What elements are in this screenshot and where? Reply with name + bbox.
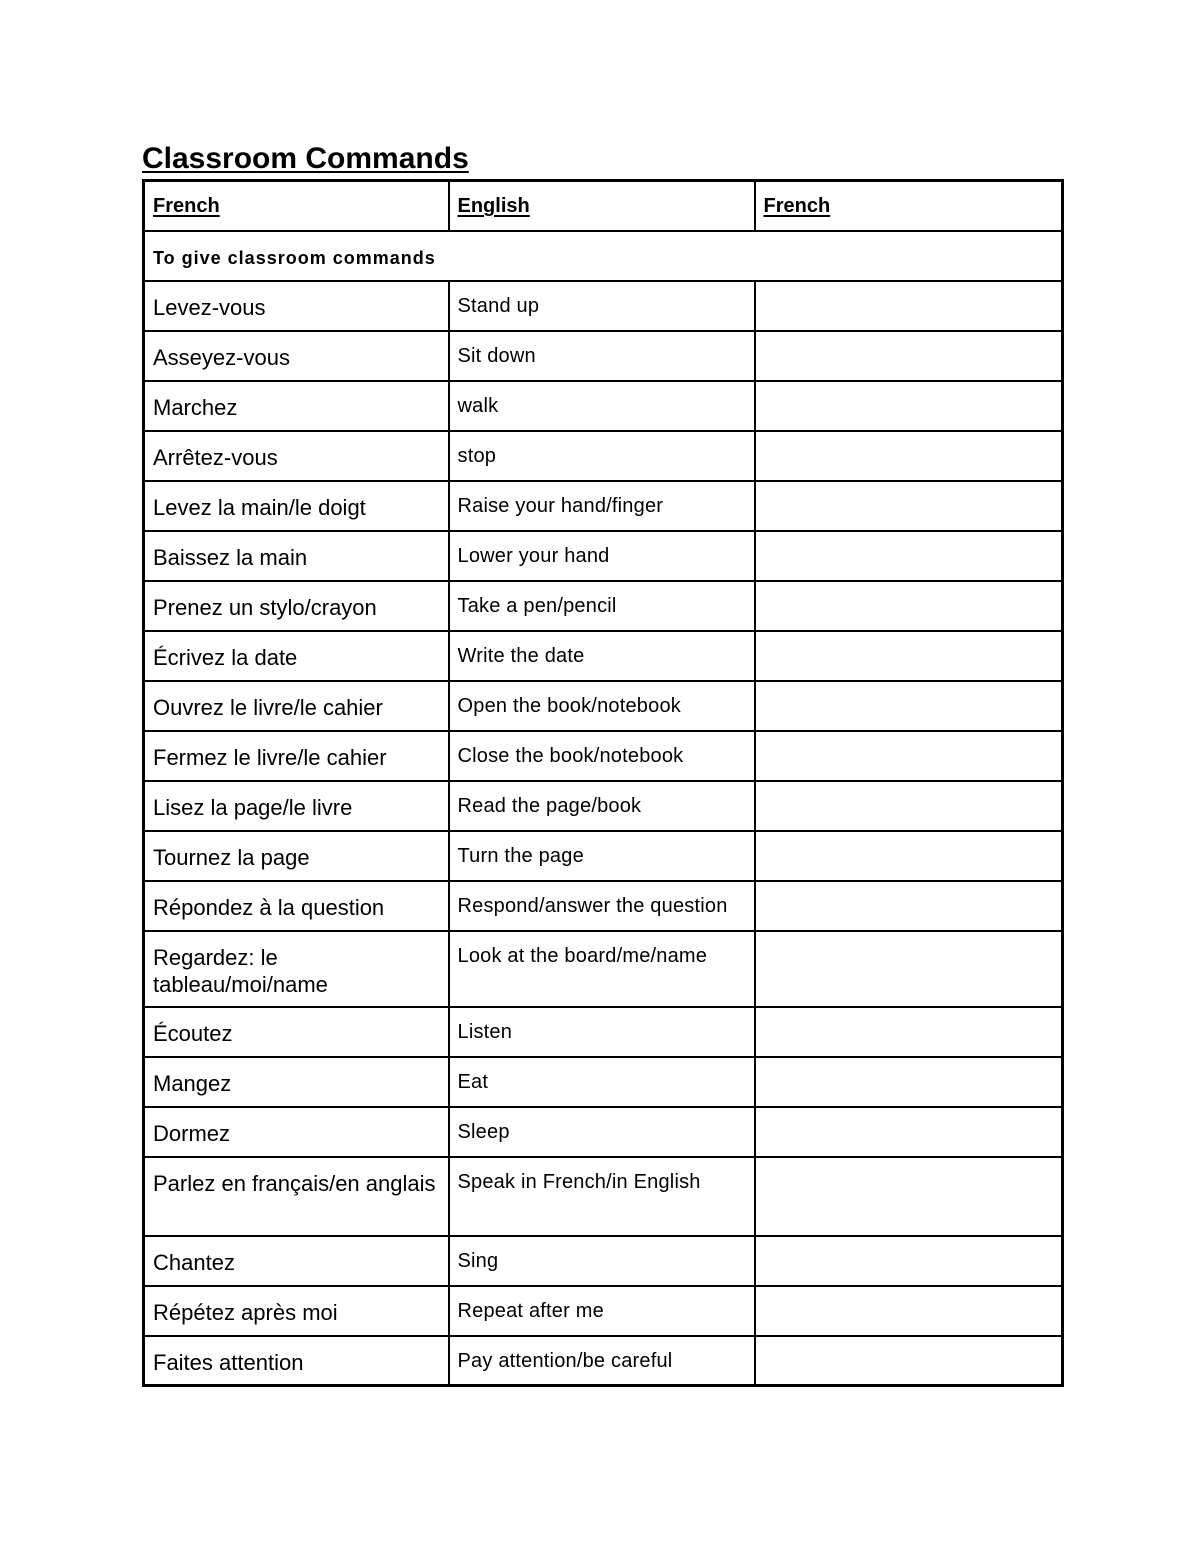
french-blank-cell	[755, 1336, 1063, 1386]
english-cell: Raise your hand/finger	[449, 481, 755, 531]
table-row	[144, 881, 1063, 931]
french-cell: Écrivez la date	[144, 631, 449, 681]
table-row	[144, 1286, 1063, 1336]
french-blank-cell	[755, 781, 1063, 831]
french-blank-cell	[755, 1286, 1063, 1336]
table-row	[144, 1336, 1063, 1386]
table-row	[144, 331, 1063, 381]
table-header-row	[144, 181, 1063, 231]
table-row	[144, 931, 1063, 1007]
english-cell: Open the book/notebook	[449, 681, 755, 731]
table-row	[144, 481, 1063, 531]
column-header-english: English	[449, 181, 755, 231]
french-cell: Lisez la page/le livre	[144, 781, 449, 831]
french-blank-cell	[755, 431, 1063, 481]
french-cell: Arrêtez-vous	[144, 431, 449, 481]
table-row	[144, 381, 1063, 431]
english-cell: Read the page/book	[449, 781, 755, 831]
english-cell: Repeat after me	[449, 1286, 755, 1336]
french-blank-cell	[755, 1057, 1063, 1107]
french-blank-cell	[755, 881, 1063, 931]
table-row	[144, 581, 1063, 631]
english-cell: walk	[449, 381, 755, 431]
french-blank-cell	[755, 631, 1063, 681]
english-cell: Sleep	[449, 1107, 755, 1157]
english-cell: Eat	[449, 1057, 755, 1107]
french-blank-cell	[755, 581, 1063, 631]
french-blank-cell	[755, 931, 1063, 1007]
table-row	[144, 1107, 1063, 1157]
french-cell: Dormez	[144, 1107, 449, 1157]
english-cell: Turn the page	[449, 831, 755, 881]
french-cell: Tournez la page	[144, 831, 449, 881]
english-cell: Sing	[449, 1236, 755, 1286]
vocabulary-table	[142, 179, 1064, 1387]
english-cell: Lower your hand	[449, 531, 755, 581]
english-cell: Respond/answer the question	[449, 881, 755, 931]
table-row	[144, 1007, 1063, 1057]
french-cell: Faites attention	[144, 1336, 449, 1386]
english-cell: Sit down	[449, 331, 755, 381]
french-blank-cell	[755, 531, 1063, 581]
section-heading: To give classroom commands	[144, 231, 1063, 281]
english-cell: Pay attention/be careful	[449, 1336, 755, 1386]
table-row	[144, 681, 1063, 731]
french-blank-cell	[755, 281, 1063, 331]
table-row	[144, 431, 1063, 481]
french-cell: Parlez en français/en anglais	[144, 1157, 449, 1236]
table-row	[144, 1236, 1063, 1286]
french-cell: Répondez à la question	[144, 881, 449, 931]
french-cell: Ouvrez le livre/le cahier	[144, 681, 449, 731]
french-blank-cell	[755, 1107, 1063, 1157]
english-cell: Listen	[449, 1007, 755, 1057]
french-cell: Répétez après moi	[144, 1286, 449, 1336]
column-header-french-2: French	[755, 181, 1063, 231]
french-blank-cell	[755, 1007, 1063, 1057]
french-cell: Baissez la main	[144, 531, 449, 581]
table-row	[144, 1057, 1063, 1107]
english-cell: Write the date	[449, 631, 755, 681]
table-row	[144, 531, 1063, 581]
french-blank-cell	[755, 481, 1063, 531]
french-blank-cell	[755, 831, 1063, 881]
english-cell: Stand up	[449, 281, 755, 331]
french-blank-cell	[755, 731, 1063, 781]
table-row	[144, 731, 1063, 781]
french-blank-cell	[755, 1236, 1063, 1286]
french-blank-cell	[755, 681, 1063, 731]
english-cell: Close the book/notebook	[449, 731, 755, 781]
english-cell: Take a pen/pencil	[449, 581, 755, 631]
english-cell: stop	[449, 431, 755, 481]
french-cell: Fermez le livre/le cahier	[144, 731, 449, 781]
page-title: Classroom Commands	[142, 142, 469, 175]
table-row	[144, 781, 1063, 831]
french-blank-cell	[755, 1157, 1063, 1236]
french-cell: Levez-vous	[144, 281, 449, 331]
section-heading-row	[144, 231, 1063, 281]
table-row	[144, 631, 1063, 681]
english-cell: Look at the board/me/name	[449, 931, 755, 1007]
french-cell: Levez la main/le doigt	[144, 481, 449, 531]
french-cell: Écoutez	[144, 1007, 449, 1057]
french-cell: Mangez	[144, 1057, 449, 1107]
french-blank-cell	[755, 381, 1063, 431]
french-cell: Marchez	[144, 381, 449, 431]
french-cell: Asseyez-vous	[144, 331, 449, 381]
french-cell: Chantez	[144, 1236, 449, 1286]
english-cell: Speak in French/in English	[449, 1157, 755, 1236]
french-cell: Prenez un stylo/crayon	[144, 581, 449, 631]
french-cell: Regardez: le tableau/moi/name	[144, 931, 449, 1007]
table-row	[144, 1157, 1063, 1236]
french-blank-cell	[755, 331, 1063, 381]
column-header-french: French	[144, 181, 449, 231]
table-row	[144, 831, 1063, 881]
table-row	[144, 281, 1063, 331]
